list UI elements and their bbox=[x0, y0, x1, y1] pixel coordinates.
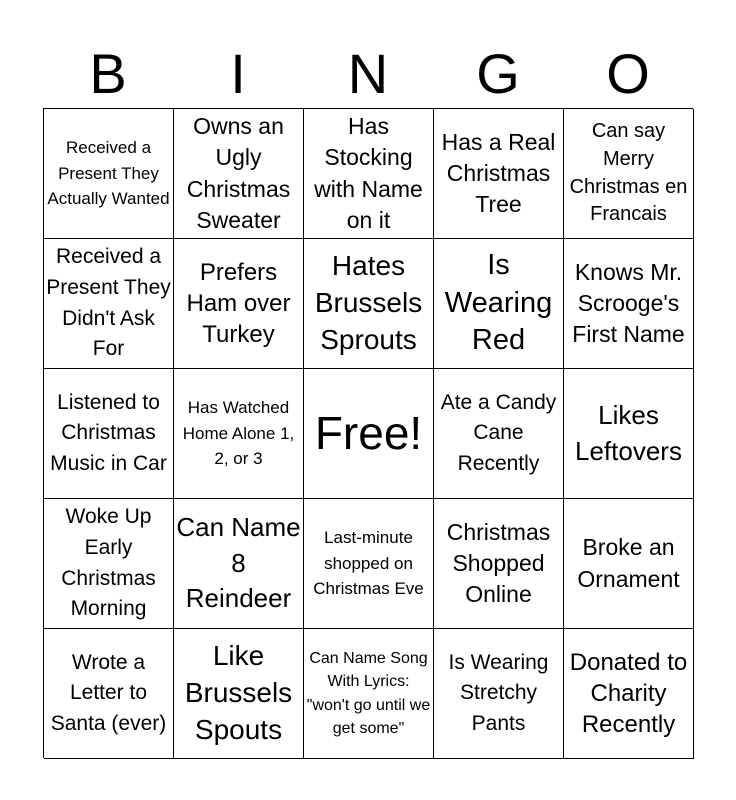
bingo-cell[interactable]: Has Watched Home Alone 1, 2, or 3 bbox=[174, 369, 304, 499]
bingo-cell[interactable]: Woke Up Early Christmas Morning bbox=[44, 499, 174, 629]
bingo-cell[interactable]: Knows Mr. Scrooge's First Name bbox=[564, 239, 694, 369]
bingo-card bbox=[43, 108, 693, 758]
bingo-cell[interactable]: Received a Present They Actually Wanted bbox=[44, 109, 174, 239]
bingo-cell[interactable]: Prefers Ham over Turkey bbox=[174, 239, 304, 369]
bingo-cell[interactable]: Likes Leftovers bbox=[564, 369, 694, 499]
bingo-cell[interactable]: Broke an Ornament bbox=[564, 499, 694, 629]
bingo-free-cell[interactable]: Free! bbox=[304, 369, 434, 499]
bingo-cell[interactable]: Ate a Candy Cane Recently bbox=[434, 369, 564, 499]
bingo-cell[interactable]: Can Name 8 Reindeer bbox=[174, 499, 304, 629]
bingo-cell[interactable]: Can Name Song With Lyrics: "won't go until we get some" bbox=[304, 629, 434, 759]
bingo-cell[interactable]: Owns an Ugly Christmas Sweater bbox=[174, 109, 304, 239]
bingo-cell[interactable]: Christmas Shopped Online bbox=[434, 499, 564, 629]
bingo-cell[interactable]: Hates Brussels Sprouts bbox=[304, 239, 434, 369]
header-letter-g: G bbox=[476, 42, 520, 105]
header-letter-b: B bbox=[89, 42, 127, 105]
header-letter-o: O bbox=[606, 42, 650, 105]
bingo-cell[interactable]: Received a Present They Didn't Ask For bbox=[44, 239, 174, 369]
bingo-cell[interactable]: Has Stocking with Name on it bbox=[304, 109, 434, 239]
bingo-cell[interactable]: Has a Real Christmas Tree bbox=[434, 109, 564, 239]
bingo-cell[interactable]: Last-minute shopped on Christmas Eve bbox=[304, 499, 434, 629]
bingo-cell[interactable]: Donated to Charity Recently bbox=[564, 629, 694, 759]
bingo-cell[interactable]: Like Brussels Spouts bbox=[174, 629, 304, 759]
bingo-cell[interactable]: Can say Merry Christmas en Francais bbox=[564, 109, 694, 239]
bingo-cell[interactable]: Wrote a Letter to Santa (ever) bbox=[44, 629, 174, 759]
header-letter-i: I bbox=[230, 42, 246, 105]
bingo-cell[interactable]: Is Wearing Stretchy Pants bbox=[434, 629, 564, 759]
header-letter-n: N bbox=[347, 42, 389, 105]
bingo-header bbox=[43, 40, 693, 108]
bingo-cell[interactable]: Listened to Christmas Music in Car bbox=[44, 369, 174, 499]
bingo-cell[interactable]: Is Wearing Red bbox=[434, 239, 564, 369]
